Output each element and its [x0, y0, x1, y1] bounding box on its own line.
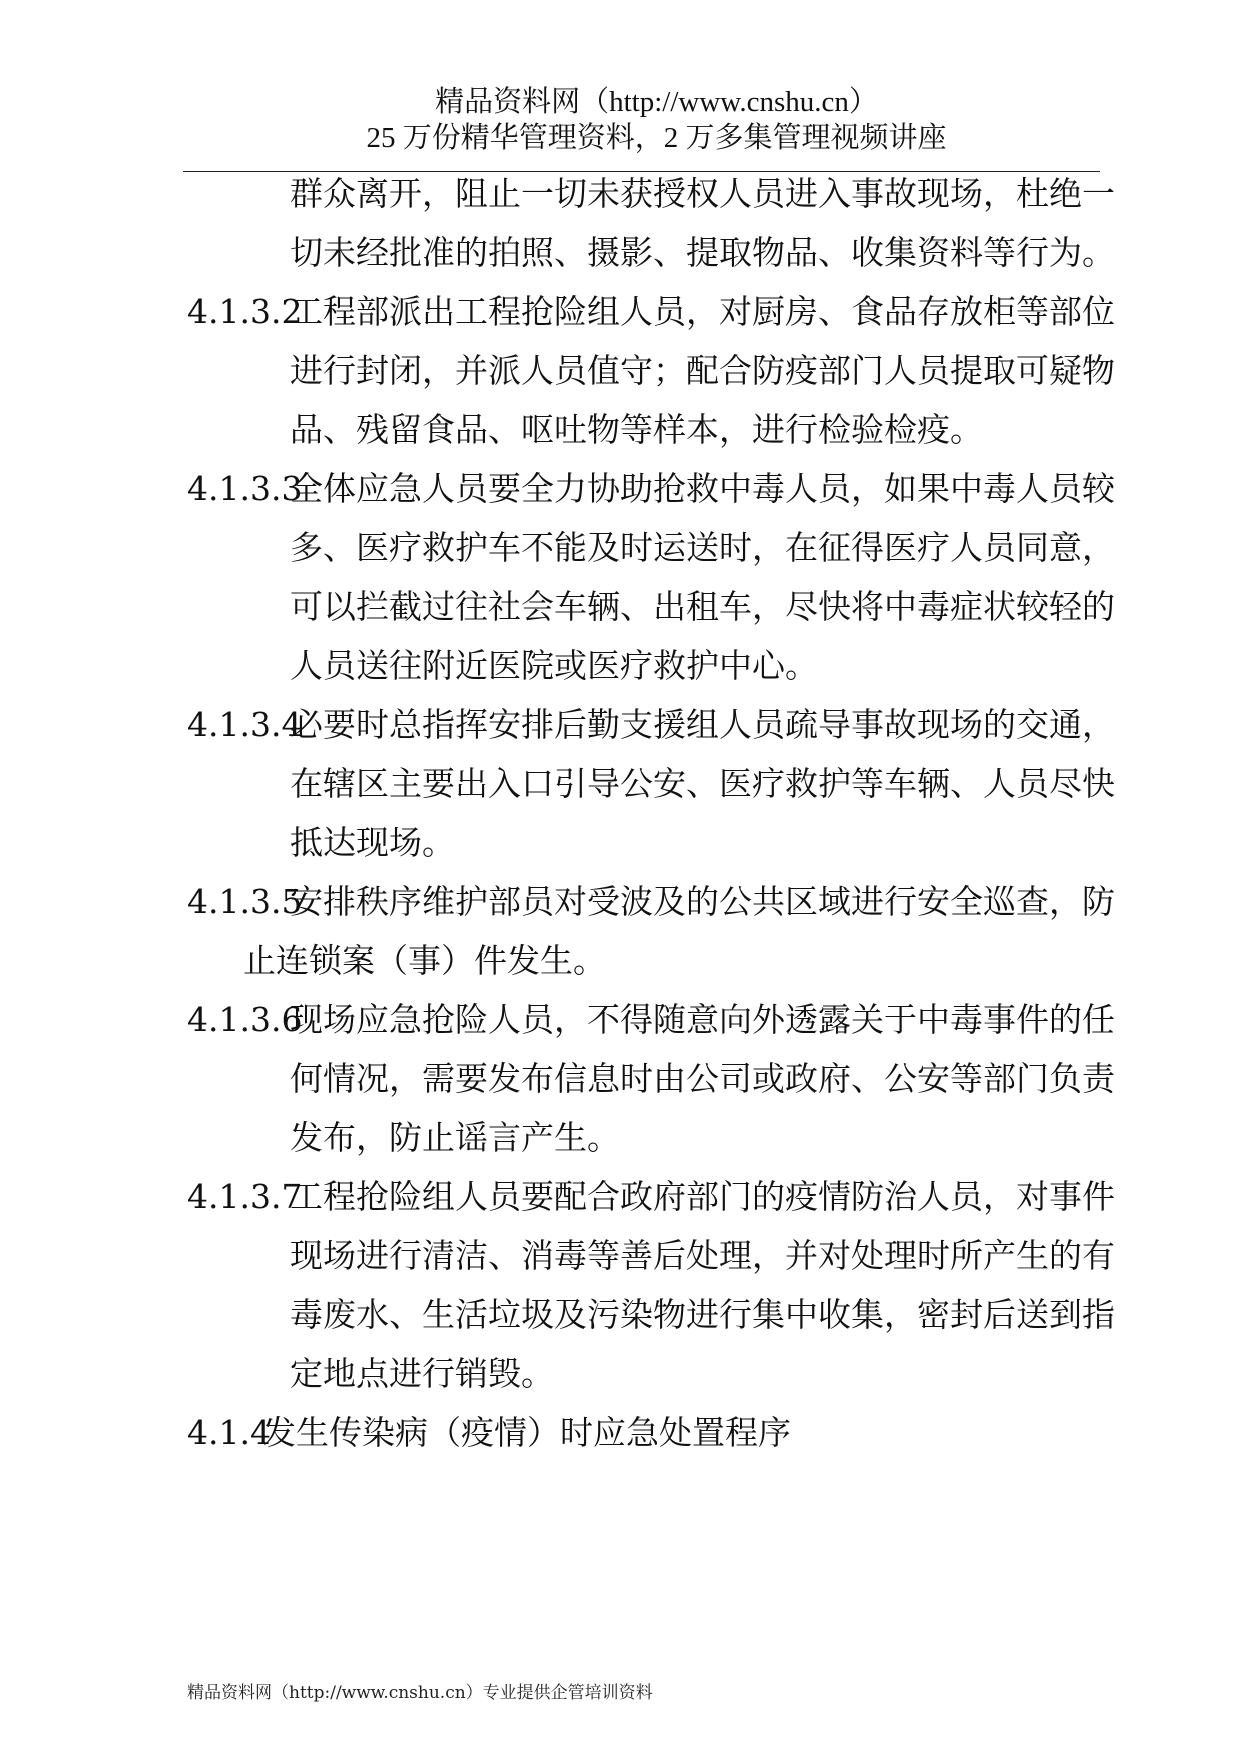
- clause-text-continuation: 止连锁案（事）件发生。: [243, 941, 606, 980]
- clause-text-continuation: 毒废水、生活垃圾及污染物进行集中收集，密封后送到指: [290, 1295, 1115, 1334]
- clause-text: 工程部派出工程抢险组人员，对厨房、食品存放柜等部位: [290, 292, 1115, 331]
- clause-number: 4.1.3.4: [187, 705, 303, 744]
- clause-number: 4.1.3.3: [187, 469, 303, 508]
- clause-text-continuation: 可以拦截过往社会车辆、出租车，尽快将中毒症状较轻的: [290, 587, 1115, 626]
- clause-text-continuation: 定地点进行销毁。: [290, 1354, 554, 1393]
- clause-number: 4.1.3.6: [187, 1000, 303, 1039]
- clause-text-continuation: 多、医疗救护车不能及时运送时，在征得医疗人员同意，: [290, 528, 1115, 567]
- clause-number: 4.1.3.5: [187, 882, 303, 921]
- clause-text: 工程抢险组人员要配合政府部门的疫情防治人员，对事件: [290, 1177, 1115, 1216]
- clause-text-continuation: 群众离开，阻止一切未获授权人员进入事故现场，杜绝一: [290, 174, 1115, 213]
- clause-text-continuation: 现场进行清洁、消毒等善后处理，并对处理时所产生的有: [290, 1236, 1115, 1275]
- clause-number: 4.1.3.7: [187, 1177, 303, 1216]
- clause-text-continuation: 进行封闭，并派人员值守；配合防疫部门人员提取可疑物: [290, 351, 1115, 390]
- clause-text: 必要时总指挥安排后勤支援组人员疏导事故现场的交通，: [290, 705, 1115, 744]
- clause-text-continuation: 人员送往附近医院或医疗救护中心。: [290, 646, 818, 685]
- clause-text: 全体应急人员要全力协助抢救中毒人员，如果中毒人员较: [290, 469, 1115, 508]
- header-site-line: 精品资料网（http://www.cnshu.cn）: [435, 86, 878, 118]
- clause-text-continuation: 发布，防止谣言产生。: [290, 1118, 620, 1157]
- clause-text-continuation: 何情况，需要发布信息时由公司或政府、公安等部门负责: [290, 1059, 1115, 1098]
- clause-text-continuation: 抵达现场。: [290, 823, 455, 862]
- page-footer: 精品资料网（http://www.cnshu.cn）专业提供企管培训资料: [187, 1683, 653, 1703]
- clause-text-continuation: 品、残留食品、呕吐物等样本，进行检验检疫。: [290, 410, 983, 449]
- header-tagline: 25 万份精华管理资料，2 万多集管理视频讲座: [366, 122, 947, 154]
- clause-text-continuation: 切未经批准的拍照、摄影、提取物品、收集资料等行为。: [290, 233, 1115, 272]
- clause-number: 4.1.3.2: [187, 292, 303, 331]
- section-number: 4.1.4: [187, 1413, 271, 1452]
- clause-text: 现场应急抢险人员，不得随意向外透露关于中毒事件的任: [290, 1000, 1115, 1039]
- clause-text-continuation: 在辖区主要出入口引导公安、医疗救护等车辆、人员尽快: [290, 764, 1115, 803]
- section-heading: 发生传染病（疫情）时应急处置程序: [263, 1413, 791, 1452]
- clause-text: 安排秩序维护部员对受波及的公共区域进行安全巡查，防: [290, 882, 1115, 921]
